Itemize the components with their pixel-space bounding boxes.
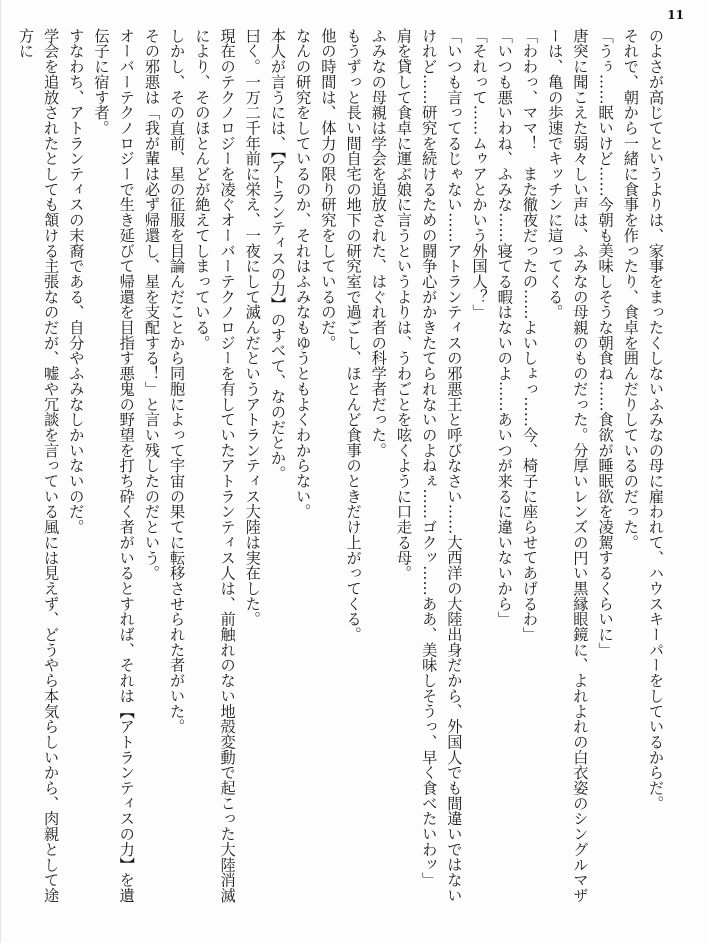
- paragraph-5: 「わわっ、ママ！ また徹夜だったの……よいしょっ……今、椅子に座らせてあげるわ」: [520, 28, 539, 642]
- paragraph-17: しかし、その直前、星の征服を目論んだことから同胞によって宇宙の果てに転移させられた者がいた。: [168, 28, 187, 735]
- paragraph-9: 肩を貸して食卓に運ぶ娘に言うというよりは、うわごとを呟くように口走る母。: [394, 28, 413, 581]
- paragraph-2: それで、朝から一緒に食事を作ったり、食卓を囲んだりしているのだった。: [621, 28, 640, 550]
- page-number: 11: [667, 8, 684, 22]
- paragraph-18: その邪悪は「我が輩は必ず帰還し、星を支配する！」と言い残したのだという。: [142, 28, 161, 581]
- vertical-text-body: [16, 28, 668, 908]
- paragraph-8: 「いつも言ってるじゃない……アトランティスの邪悪王と呼びなさい……大西洋の大陸出身だから、外国人でも間違いではないけれど……研究を続けるための闘争心がかきたてられないのよねぇ……ゴクッ……ああ、美味しそうっ、早く食べたいわッ」: [420, 28, 464, 903]
- paragraph-21: 学会を追放されたとしても頷ける主張なのだが、嘘や冗談を言っている風には見えず、どうやら本気らしいから、肉親として途方に: [16, 28, 61, 903]
- paragraph-14: 本人が言うには、【アトランティスの力】のすべて、なのだとか。: [268, 28, 287, 481]
- paragraph-19: オーバーテクノロジーで生き延びて帰還を目指す悪鬼の野望を打ち砕く者がいるとすれば、それは【アトランティスの力】を遺伝子に宿す者。: [92, 28, 136, 903]
- paragraph-10: ふみなの母親は学会を追放された、はぐれ者の科学者だった。: [369, 28, 388, 458]
- paragraph-12: 他の時間は、体力の限り研究をしているのだ。: [319, 28, 338, 351]
- paragraph-15: 曰く。一万二千年前に栄え、一夜にして滅んだというアトランティス大陸は実在した。: [243, 28, 262, 627]
- paragraph-7: 「それって……ムゥアとかいう外国人？」: [470, 28, 489, 320]
- paragraph-20: すなわち、アトランティスの末裔である、自分やふみなしかいないのだ。: [67, 28, 86, 535]
- paragraph-1: のよさが高じてというよりは、家事をまったくしないふみなの母に雇われて、ハウスキーパーをしているからだ。: [647, 28, 665, 811]
- paragraph-6: 「いつも悪いわね、ふみな……寝てる暇はないのよ……あいつが来るに違いないから」: [495, 28, 514, 627]
- paragraph-11: もうずっと長い間自宅の地下の研究室で過ごし、ほとんど食事のときだけ上がってくる。: [344, 28, 363, 642]
- paragraph-16: 現在のテクノロジーを凌ぐオーバーテクノロジーを有していたアトランティス人は、前触れのない地殻変動で起こった大陸消滅により、そのほとんどが絶えてしまっている。: [193, 28, 237, 903]
- paragraph-3: 「うぅ……眠いけど……今朝も美味しそうな朝食ね……食欲が睡眠欲を凌駕するくらいに」: [596, 28, 615, 658]
- paragraph-4: 唐突に聞こえた弱々しい声は、ふみなの母親のものだった。分厚いレンズの円い黒縁眼鏡に、よれよれの白衣姿のシングルマザーは、亀の歩速でキッチンに這ってくる。: [546, 28, 590, 903]
- paragraph-13: なんの研究をしているのか、それはふみなもゆうともよくわからない。: [294, 28, 313, 520]
